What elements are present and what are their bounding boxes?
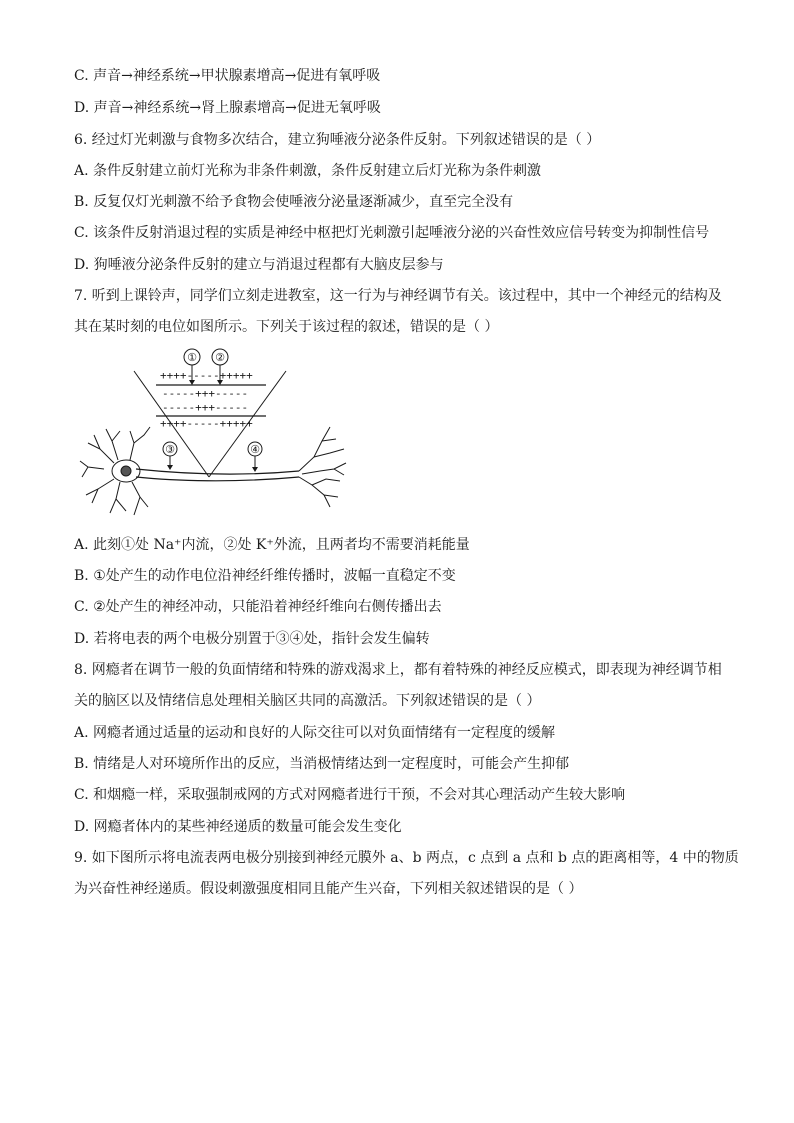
- marker-4-arrowhead: [252, 467, 258, 472]
- option-c-q6: C. 该条件反射消退过程的实质是神经中枢把灯光刺激引起唾液分泌的兴奋性效应信号转变为抑制性信号: [74, 225, 710, 241]
- axon-upper: [136, 469, 299, 474]
- charge-row-1: ++++-----+++++: [160, 369, 253, 382]
- marker-4-label: ④: [250, 443, 260, 456]
- question-9-stem-line1: 9. 如下图所示将电流表两电极分别接到神经元膜外 a、b 两点，c 点到 a 点和 b 点的距离相等，4 中的物质: [74, 850, 739, 866]
- axon-terminal: [299, 427, 346, 507]
- option-b-q6: B. 反复仅灯光刺激不给予食物会使唾液分泌量逐渐减少，直至完全没有: [74, 194, 514, 210]
- option-a-q6: A. 条件反射建立前灯光称为非条件刺激，条件反射建立后灯光称为条件刺激: [74, 163, 542, 179]
- charge-row-4: ++++-----+++++: [160, 417, 253, 430]
- charge-row-3: -----+++-----: [162, 401, 249, 414]
- marker-3-arrowhead: [167, 465, 173, 470]
- option-b-q7: B. ①处产生的动作电位沿神经纤维传播时，波幅一直稳定不变: [74, 568, 456, 584]
- question-7-stem-line1: 7. 听到上课铃声，同学们立刻走进教室，这一行为与神经调节有关。该过程中，其中一个神经元的结构及: [74, 288, 722, 304]
- option-d-q6: D. 狗唾液分泌条件反射的建立与消退过程都有大脑皮层参与: [74, 257, 444, 273]
- question-7-stem-line2: 其在某时刻的电位如图所示。下列关于该过程的叙述，错误的是（ ）: [74, 319, 499, 335]
- marker-1-label: ①: [187, 351, 197, 364]
- question-8-stem-line1: 8. 网瘾者在调节一般的负面情绪和特殊的游戏渴求上，都有着特殊的神经反应模式，即表现为神经调节相: [74, 662, 722, 678]
- option-a-q7: A. 此刻①处 Na⁺内流，②处 K⁺外流，且两者均不需要消耗能量: [74, 537, 470, 553]
- option-c-q5: C. 声音→神经系统→甲状腺素增高→促进有氧呼吸: [74, 68, 381, 84]
- option-a-q8: A. 网瘾者通过适量的运动和良好的人际交往可以对负面情绪有一定程度的缓解: [74, 725, 556, 741]
- axon-lower: [136, 477, 299, 481]
- question-8-stem-line2: 关的脑区以及情绪信息处理相关脑区共同的高激活。下列叙述错误的是（ ）: [74, 693, 541, 709]
- marker-2-label: ②: [215, 351, 225, 364]
- option-d-q5: D. 声音→神经系统→肾上腺素增高→促进无氧呼吸: [74, 100, 381, 116]
- option-b-q8: B. 情绪是人对环境所作出的反应，当消极情绪达到一定程度时，可能会产生抑郁: [74, 756, 570, 772]
- option-c-q7: C. ②处产生的神经冲动，只能沿着神经纤维向右侧传播出去: [74, 599, 442, 615]
- option-d-q7: D. 若将电表的两个电极分别置于③④处，指针会发生偏转: [74, 631, 430, 647]
- charge-row-2: -----+++-----: [162, 387, 249, 400]
- question-9-stem-line2: 为兴奋性神经递质。假设刺激强度相同且能产生兴奋，下列相关叙述错误的是（ ）: [74, 881, 583, 897]
- question-6-stem: 6. 经过灯光刺激与食物多次结合，建立狗唾液分泌条件反射。下列叙述错误的是（ ）: [74, 132, 601, 148]
- neuron-diagram: [74, 345, 374, 523]
- option-d-q8: D. 网瘾者体内的某些神经递质的数量可能会发生变化: [74, 819, 402, 835]
- option-c-q8: C. 和烟瘾一样，采取强制戒网的方式对网瘾者进行干预，不会对其心理活动产生较大影响: [74, 787, 626, 803]
- marker-3-label: ③: [165, 443, 175, 456]
- neuron-cell-body: [80, 427, 150, 515]
- neuron-potential-figure: [74, 345, 374, 523]
